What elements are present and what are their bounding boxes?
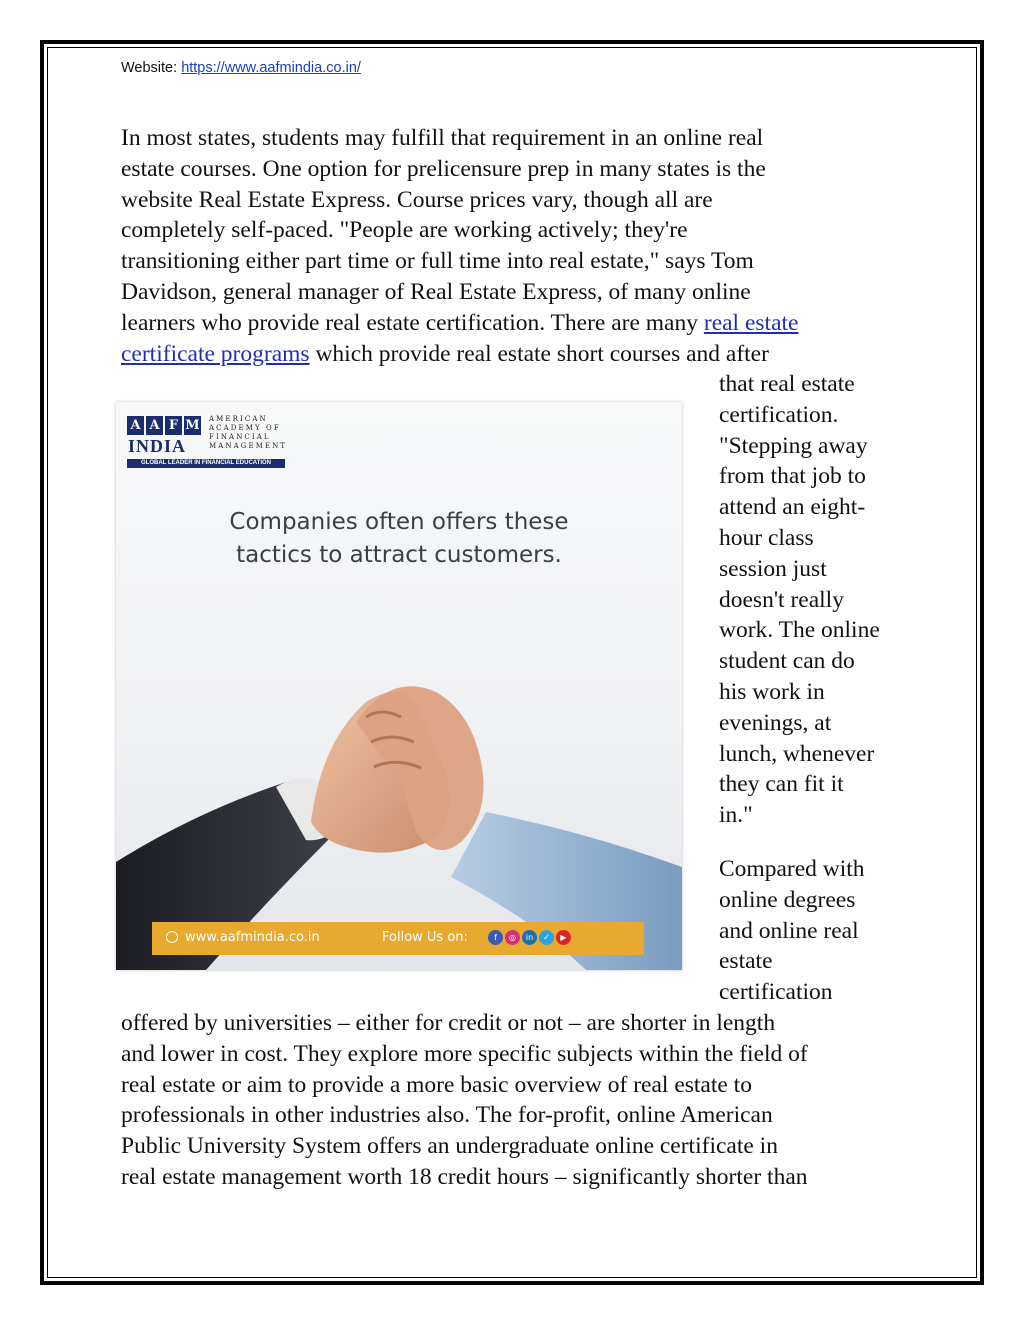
text-line: Public University System offers an undergraduate online certificate in [121, 1133, 778, 1160]
text-line: student can do [719, 648, 855, 675]
text-line [121, 308, 798, 339]
text-line: work. The online [719, 617, 880, 644]
text-line: in." [719, 802, 753, 829]
text-line: his work in [719, 678, 825, 705]
text-line: certification. [719, 401, 839, 428]
facebook-icon: f [488, 930, 503, 945]
promo-footer-bar [152, 922, 644, 955]
text-line: estate courses. One option for prelicensure prep in many states is the [121, 155, 766, 182]
promo-title-line: Companies often offers these [229, 509, 569, 535]
text-line: Davidson, general manager of Real Estate Express, of many online [121, 278, 751, 305]
social-icons [488, 930, 573, 945]
text-fragment: learners who provide real estate certification. There are many [121, 309, 704, 336]
logo-academy-name [209, 415, 287, 451]
text-line: completely self-paced. "People are working actively; they're [121, 217, 688, 244]
real-estate-certificate-link-cont[interactable]: certificate programs [121, 340, 310, 367]
text-line: professionals in other industries also. The for-profit, online American [121, 1102, 773, 1129]
side-column-text-2 [719, 854, 865, 1008]
text-line: estate [719, 948, 773, 975]
text-line: website Real Estate Express. Course prices vary, though all are [121, 186, 713, 213]
text-line: "Stepping away [719, 432, 868, 459]
text-line: that real estate [719, 371, 855, 397]
logo-letter: A [127, 416, 144, 435]
text-line: hour class [719, 524, 814, 551]
paragraph-bottom [121, 1008, 808, 1193]
logo-letter: A [146, 416, 163, 435]
logo-academy-line: ACADEMY OF [209, 424, 281, 432]
text-line: doesn't really [719, 586, 844, 613]
text-line: session just [719, 555, 827, 582]
promo-title [116, 506, 682, 572]
text-line: and online real [719, 917, 859, 944]
text-line: lunch, whenever [719, 740, 875, 767]
text-line: offered by universities – either for credit or not – are shorter in length [121, 1010, 776, 1036]
linkedin-icon: in [522, 930, 537, 945]
real-estate-certificate-link[interactable]: real estate [703, 309, 799, 336]
aafm-logo [127, 413, 288, 466]
globe-icon [166, 931, 178, 943]
logo-india: INDIA [128, 436, 187, 456]
text-line: certification [719, 979, 833, 1006]
website-link[interactable]: https://www.aafmindia.co.in/ [181, 60, 361, 76]
text-line: transitioning either part time or full time into real estate," says Tom [121, 248, 754, 275]
text-line: online degrees [719, 886, 856, 913]
logo-academy-line: MANAGEMENT [209, 442, 288, 450]
text-line [121, 339, 798, 370]
text-line: from that job to [719, 463, 866, 490]
logo-academy-line: AMERICAN [209, 415, 268, 423]
promo-title-line: tactics to attract customers. [236, 542, 562, 568]
text-line: real estate or aim to provide a more basic overview of real estate to [121, 1071, 752, 1098]
logo-academy-line: FINANCIAL [209, 433, 271, 441]
website-label: Website: [121, 60, 182, 76]
logo-letter: M [185, 418, 200, 433]
logo-tagline: GLOBAL LEADER IN FINANCIAL EDUCATION [127, 459, 285, 468]
text-line: they can fit it [719, 771, 844, 798]
twitter-icon: ✓ [539, 930, 554, 945]
instagram-icon: ◎ [505, 930, 520, 945]
text-line: attend an eight- [719, 494, 866, 521]
text-line: evenings, at [719, 709, 832, 736]
promo-site [166, 930, 320, 945]
website-header [121, 60, 361, 76]
paragraph-intro [121, 123, 798, 369]
text-fragment: which provide real estate short courses and after [309, 340, 769, 367]
text-line: real estate management worth 18 credit hours – significantly shorter than [121, 1163, 808, 1190]
text-line: Compared with [719, 856, 865, 882]
promo-follow-label: Follow Us on: [382, 930, 468, 945]
promo-image [116, 402, 682, 970]
text-line: In most states, students may fulfill that requirement in an online real [121, 125, 764, 151]
side-column-text [719, 369, 880, 831]
promo-site-text: www.aafmindia.co.in [185, 930, 320, 945]
logo-letter: F [165, 416, 182, 435]
text-line: and lower in cost. They explore more specific subjects within the field of [121, 1040, 808, 1067]
youtube-icon: ▶ [556, 930, 571, 945]
